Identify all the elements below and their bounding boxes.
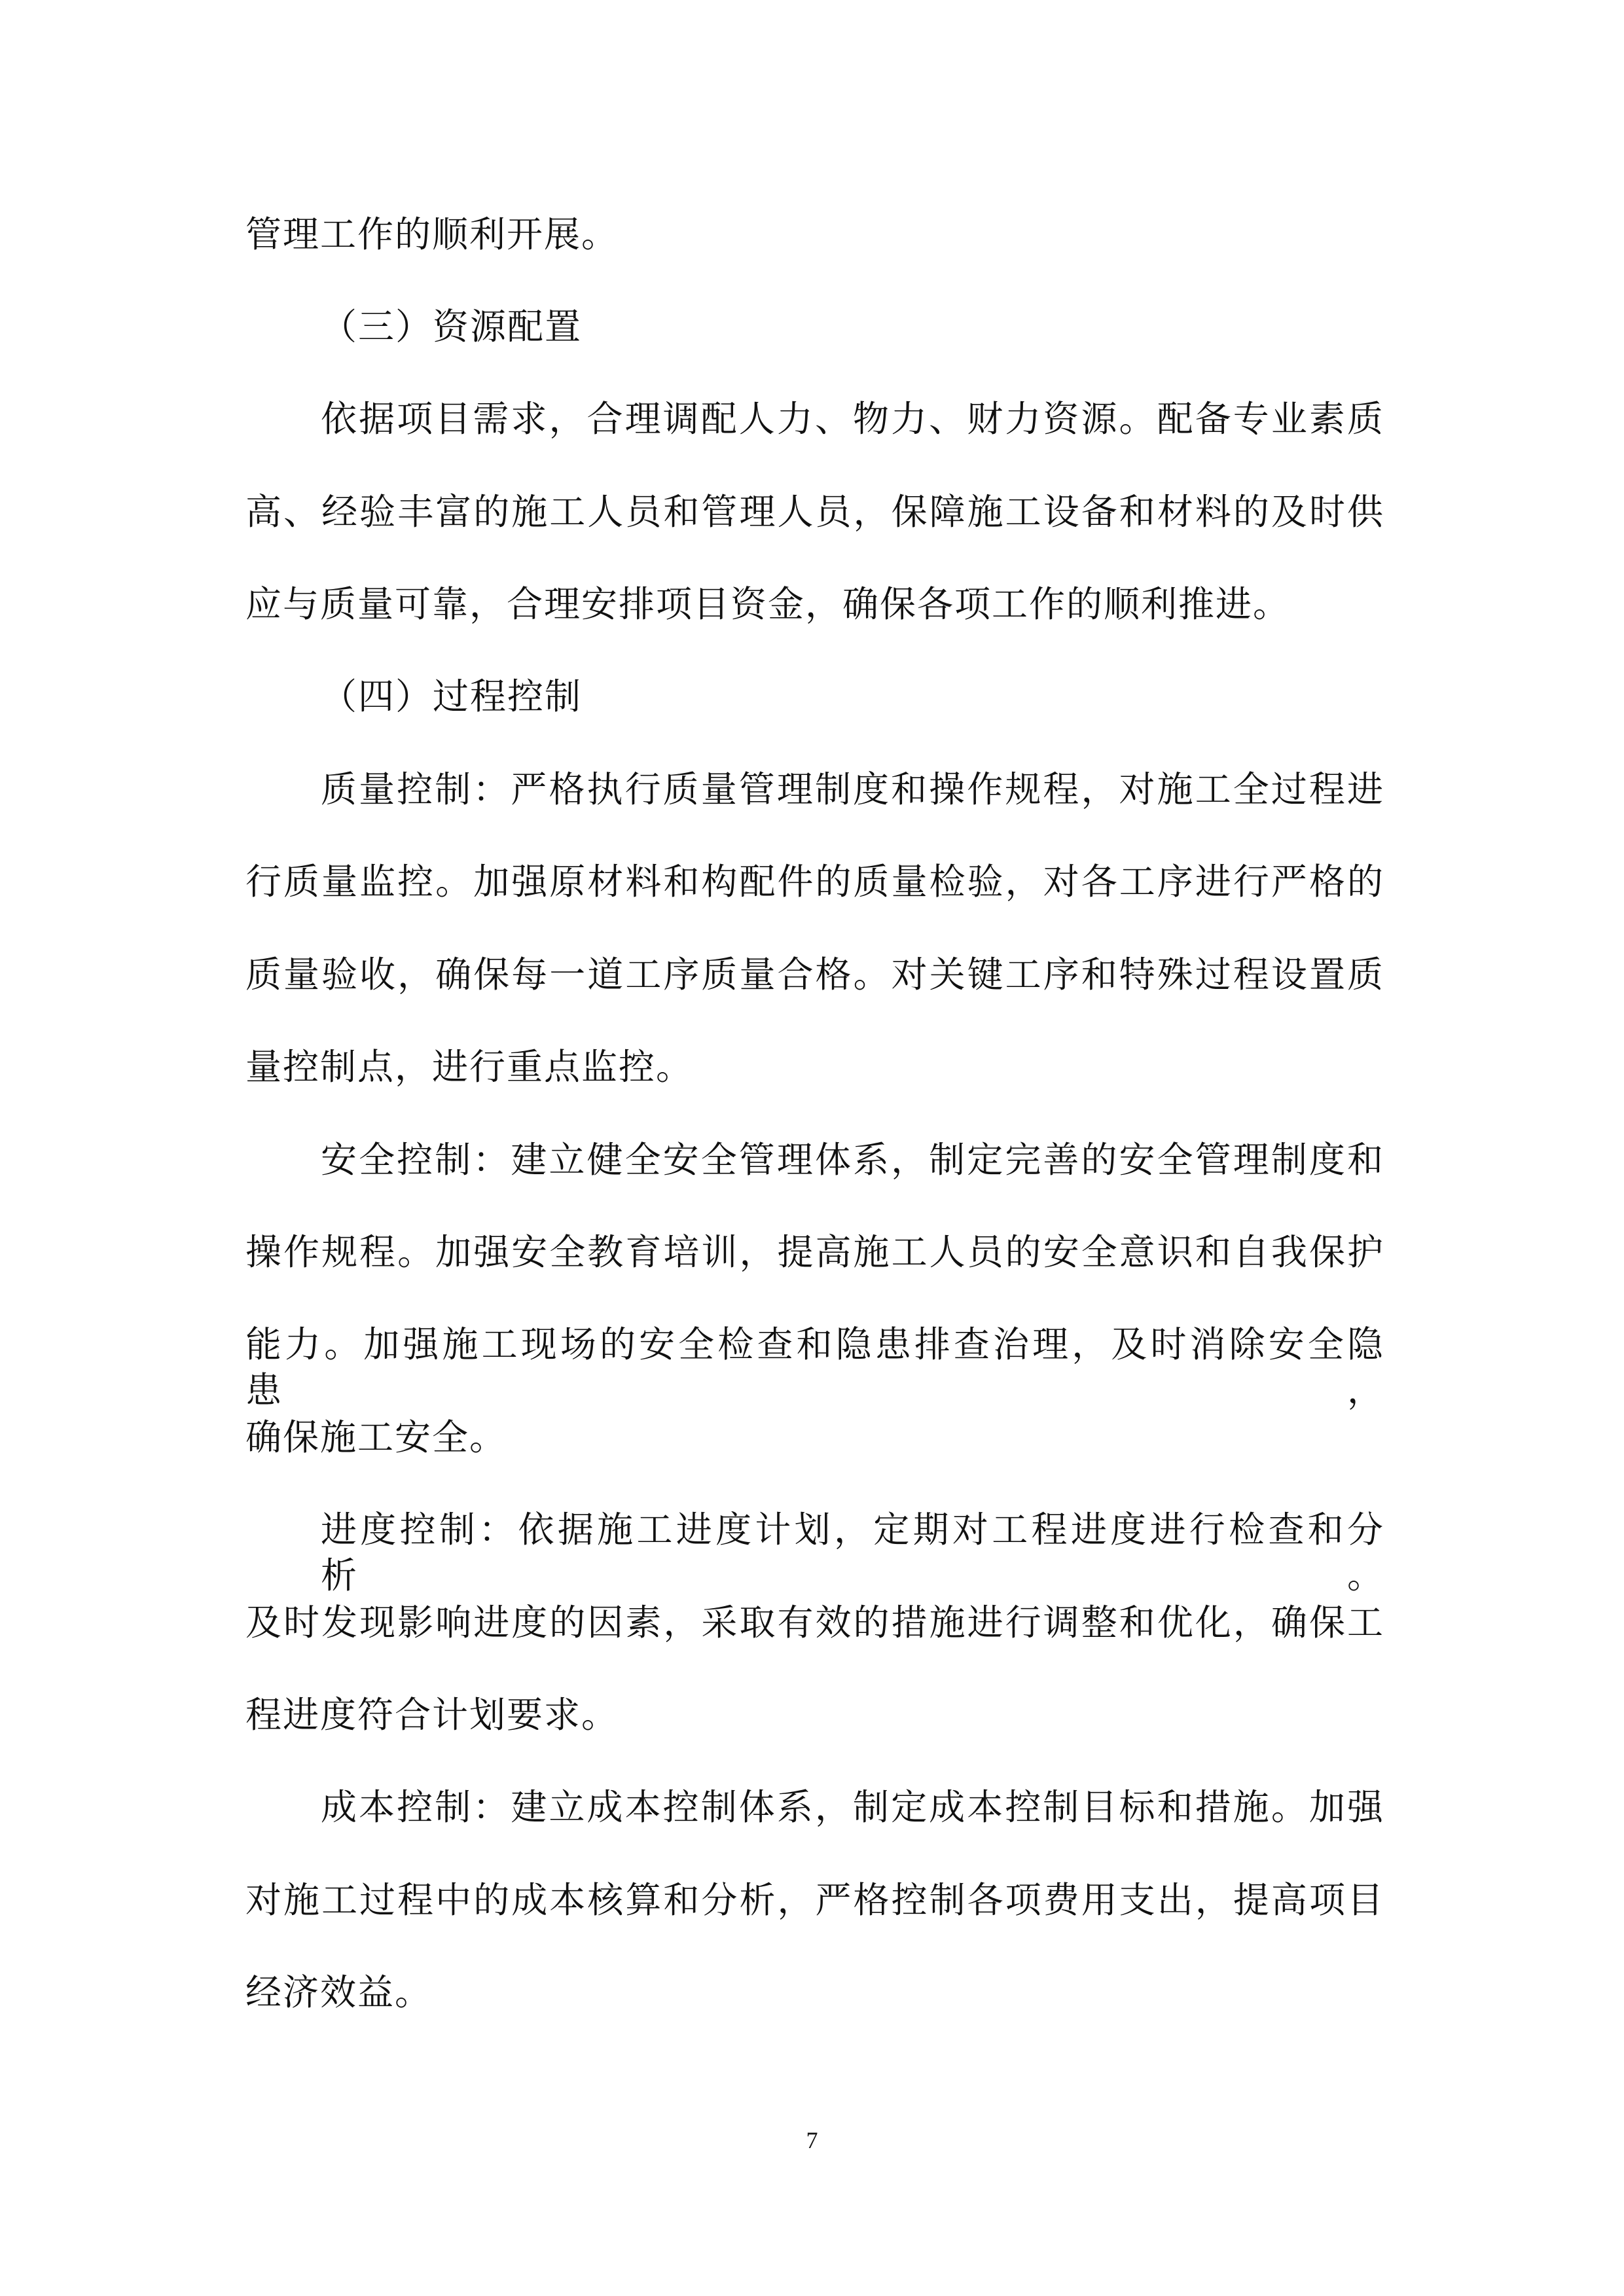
text-line: 质量控制：严格执行质量管理制度和操作规程，对施工全过程进 xyxy=(321,768,1384,810)
section-heading-process-control: （四）过程控制 xyxy=(321,675,583,717)
text-line: 成本控制：建立成本控制体系，制定成本控制目标和措施。加强 xyxy=(321,1786,1384,1828)
text-line: 应与质量可靠，合理安排项目资金，确保各项工作的顺利推进。 xyxy=(245,583,1291,625)
text-line: 量控制点，进行重点监控。 xyxy=(245,1046,694,1088)
text-line: 行质量监控。加强原材料和构配件的质量检验，对各工序进行严格的 xyxy=(245,861,1384,903)
text-line: 能力。加强施工现场的安全检查和隐患排查治理，及时消除安全隐患， xyxy=(245,1323,1384,1411)
text-line: 依据项目需求，合理调配人力、物力、财力资源。配备专业素质 xyxy=(321,398,1384,440)
text-line: 质量验收，确保每一道工序质量合格。对关键工序和特殊过程设置质 xyxy=(245,954,1384,996)
text-line: 程进度符合计划要求。 xyxy=(245,1694,619,1736)
text-line: 对施工过程中的成本核算和分析，严格控制各项费用支出，提高项目 xyxy=(245,1879,1384,1921)
text-line: 安全控制：建立健全安全管理体系，制定完善的安全管理制度和 xyxy=(321,1139,1384,1181)
text-line: 进度控制：依据施工进度计划，定期对工程进度进行检查和分析。 xyxy=(321,1509,1384,1596)
text-line: 经济效益。 xyxy=(245,1971,433,2013)
page-number: 7 xyxy=(806,2127,818,2153)
text-line: 操作规程。加强安全教育培训，提高施工人员的安全意识和自我保护 xyxy=(245,1231,1384,1273)
text-line: 确保施工安全。 xyxy=(245,1416,507,1458)
text-line: 及时发现影响进度的因素，采取有效的措施进行调整和优化，确保工 xyxy=(245,1602,1384,1643)
text-line: 高、经验丰富的施工人员和管理人员，保障施工设备和材料的及时供 xyxy=(245,491,1384,533)
text-line: 管理工作的顺利开展。 xyxy=(245,213,619,255)
section-heading-resources: （三）资源配置 xyxy=(321,306,583,348)
